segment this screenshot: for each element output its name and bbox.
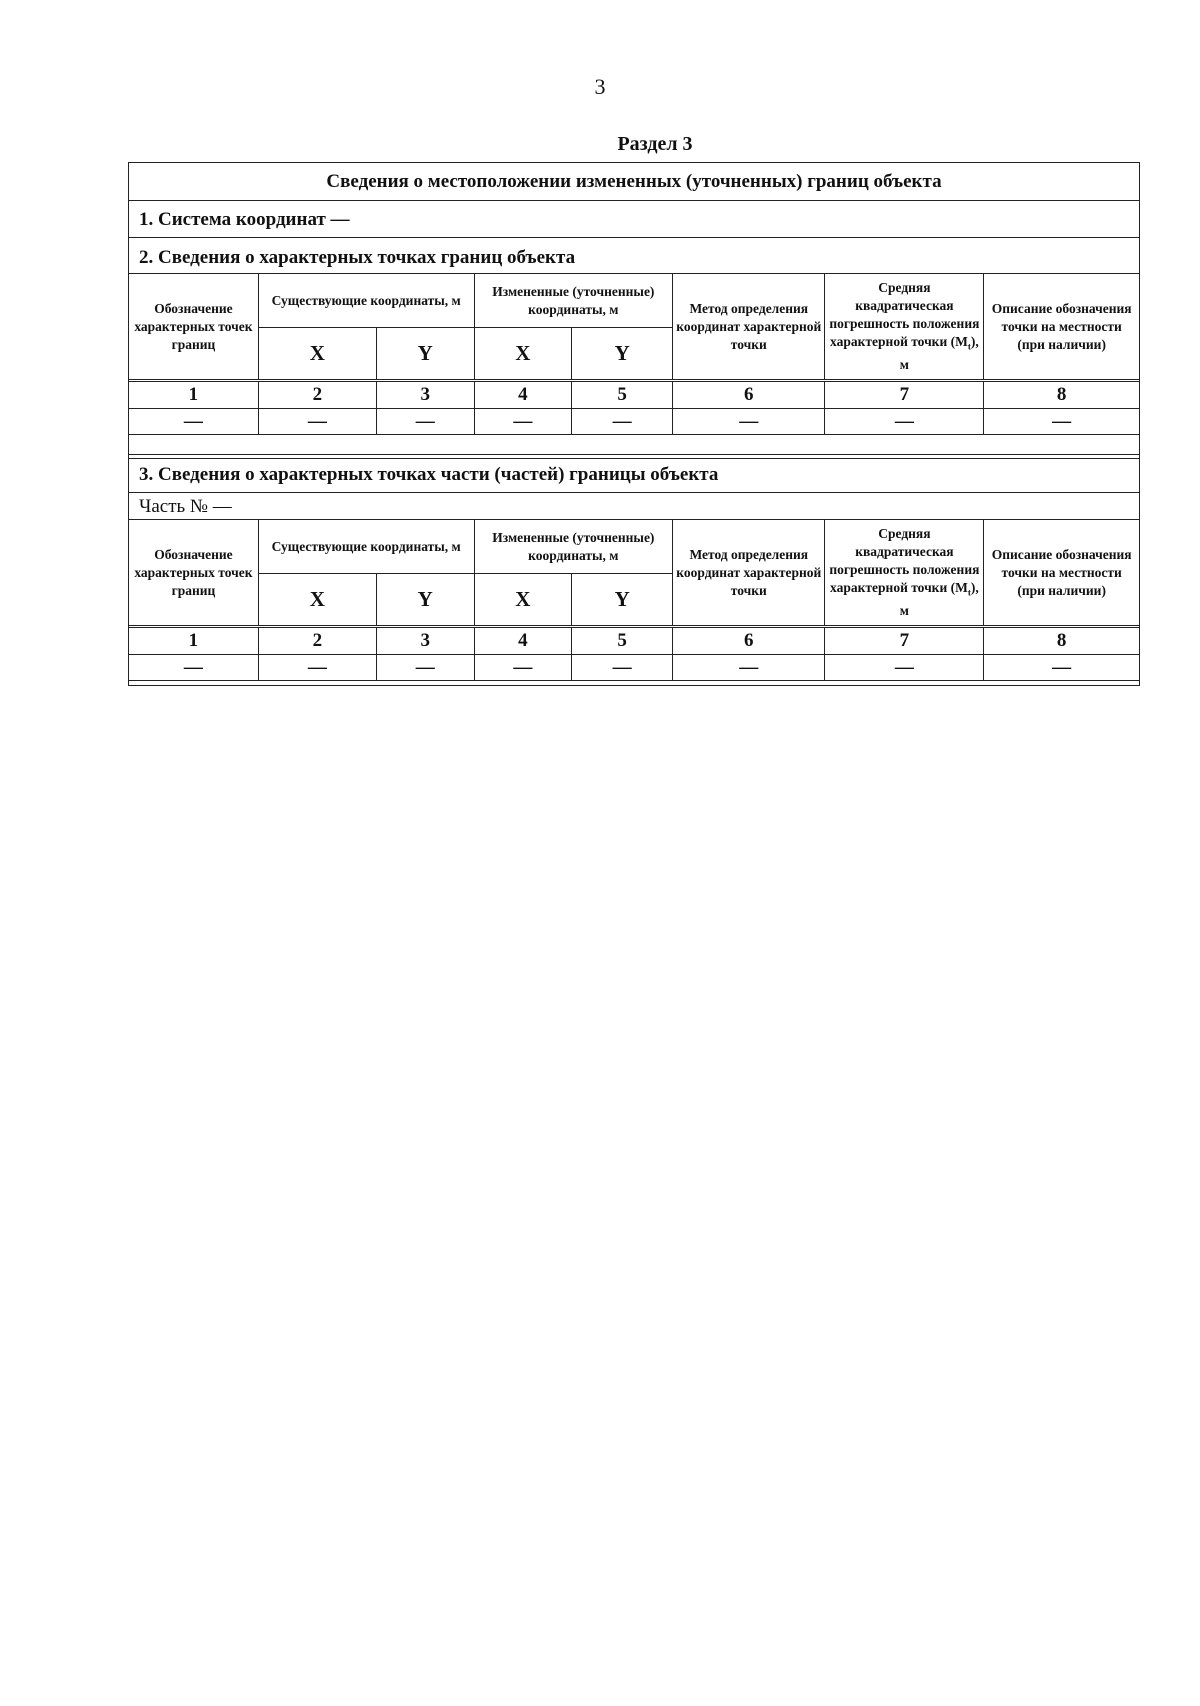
header-designation: Обозначение характерных точек границ <box>129 520 259 627</box>
column-number: 4 <box>474 627 572 655</box>
empty-cell: — <box>474 409 572 435</box>
empty-cell: — <box>984 655 1140 681</box>
table-row <box>129 655 1140 681</box>
column-number: 1 <box>129 381 259 409</box>
header-changed-y: Y <box>572 328 673 381</box>
header-description: Описание обозначения точки на местности (при наличии) <box>984 520 1140 627</box>
empty-cell: — <box>825 409 984 435</box>
empty-cell: — <box>129 655 259 681</box>
header-existing-coordinates: Существующие координаты, м <box>258 274 474 328</box>
empty-cell: — <box>673 655 825 681</box>
column-number-row <box>129 381 1140 409</box>
empty-cell: — <box>376 655 474 681</box>
empty-cell: — <box>825 655 984 681</box>
column-number: 3 <box>376 381 474 409</box>
part-points-table <box>128 519 1140 681</box>
points-section-heading: 2. Сведения о характерных точках границ объекта <box>139 247 576 268</box>
boundary-points-table <box>128 273 1140 435</box>
column-number: 5 <box>572 627 673 655</box>
column-number: 4 <box>474 381 572 409</box>
column-number: 5 <box>572 381 673 409</box>
part-number-label: Часть № — <box>139 496 232 517</box>
parts-table-frame <box>128 454 1140 686</box>
header-error-text: Средняя квадратическая погрешность положения характерной точки (M <box>829 280 980 350</box>
empty-cell: — <box>572 409 673 435</box>
column-number: 6 <box>673 627 825 655</box>
header-error-text: Средняя квадратическая погрешность положения характерной точки (M <box>829 526 980 596</box>
header-changed-x: X <box>474 328 572 381</box>
column-number-row <box>129 627 1140 655</box>
header-error <box>825 274 984 381</box>
header-existing-x: X <box>258 328 376 381</box>
header-existing-coordinates: Существующие координаты, м <box>258 520 474 574</box>
header-existing-y: Y <box>376 574 474 627</box>
column-number: 8 <box>984 381 1140 409</box>
page-number: 3 <box>594 74 606 99</box>
section-title: Раздел 3 <box>617 133 693 155</box>
header-existing-y: Y <box>376 328 474 381</box>
header-error-sub: t <box>967 587 971 598</box>
column-number: 1 <box>129 627 259 655</box>
table-title: Сведения о местоположении измененных (уточненных) границ объекта <box>129 163 1139 201</box>
header-error <box>825 520 984 627</box>
header-method: Метод определения координат характерной точки <box>673 274 825 381</box>
empty-cell: — <box>474 655 572 681</box>
header-error-tail: ), м <box>899 580 979 618</box>
header-method: Метод определения координат характерной точки <box>673 520 825 627</box>
boundary-table-frame <box>128 162 1140 459</box>
coordinate-system-line: 1. Система координат — <box>129 201 1139 238</box>
parts-section-heading: 3. Сведения о характерных точках части (частей) границы объекта <box>129 455 1139 493</box>
column-number: 2 <box>258 381 376 409</box>
column-number: 3 <box>376 627 474 655</box>
header-error-sub: t <box>967 341 971 352</box>
header-existing-x: X <box>258 574 376 627</box>
column-number: 6 <box>673 381 825 409</box>
empty-cell: — <box>258 655 376 681</box>
column-number: 2 <box>258 627 376 655</box>
column-number: 7 <box>825 381 984 409</box>
column-number: 8 <box>984 627 1140 655</box>
empty-cell: — <box>376 409 474 435</box>
header-description: Описание обозначения точки на местности (при наличии) <box>984 274 1140 381</box>
table-row <box>129 409 1140 435</box>
column-number: 7 <box>825 627 984 655</box>
header-designation: Обозначение характерных точек границ <box>129 274 259 381</box>
header-changed-y: Y <box>572 574 673 627</box>
header-changed-x: X <box>474 574 572 627</box>
empty-cell: — <box>572 655 673 681</box>
empty-cell: — <box>673 409 825 435</box>
header-changed-coordinates: Измененные (уточненные) координаты, м <box>474 274 673 328</box>
empty-cell: — <box>129 409 259 435</box>
header-changed-coordinates: Измененные (уточненные) координаты, м <box>474 520 673 574</box>
empty-cell: — <box>258 409 376 435</box>
header-error-tail: ), м <box>899 334 979 372</box>
empty-cell: — <box>984 409 1140 435</box>
